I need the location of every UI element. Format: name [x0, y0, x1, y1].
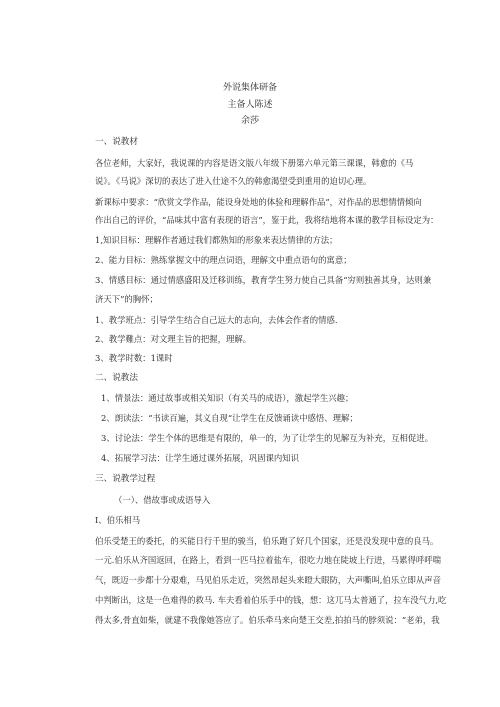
list-item: 1、教学班点：引导学生结合自己远大的志向，去体会作者的情感. [95, 315, 338, 325]
list-item: 2、教学難点：对文理主旨的把握，理解。 [95, 334, 252, 344]
paragraph-line: 气，既迈一步都十分艰难，马见伯乐走近，突然昂起头来瞪大眼防，大声嘶叫,伯乐立即从声音 [95, 575, 442, 585]
list-item: 4、拓展学习法：让学生通过课外拓展，巩固课内知识 [101, 453, 299, 463]
section-heading: 三、说教学过程 [95, 474, 156, 484]
list-item: 3、讨论法：学生个体的思维是有限的，单一的，为了让学生的见解互为补充，互相促进。 [101, 433, 433, 443]
paragraph-line: 新课标中要求：“欣赏文学作品，能设身处地的体验和理解作品”，对作品的思想情情倾向 [95, 197, 422, 207]
paragraph-line: 各位老师，大家好，我说课的内容是语文版八年级下册第六单元第三课课，韩愈的《马 [95, 158, 414, 168]
section-heading: 一、说教材 [95, 137, 138, 147]
doc-title: 外说集体研备 [222, 83, 277, 93]
subsection-heading: （一）、借故事或成语导入 [114, 495, 211, 505]
paragraph-line: 作出自己的评价，“品味其中富有表现的语言”，鉴于此，我将结地将本课的教学目标设定为： [95, 215, 439, 225]
doc-presenter-line: 主备人陈述 [227, 100, 273, 110]
paragraph-line: 中判断出，这是一色难得的救马. 车夫看着伯乐手中的钱，想：这兀马太普通了，拉车没气力,吃 [95, 595, 447, 605]
list-item: 3、教学时数：1课时 [95, 353, 173, 363]
list-item: 1、情景法：通过故事或相关知识（有关马的成语），激起学生兴趣； [101, 393, 354, 403]
paragraph-line: 济天下”的胸怀； [95, 294, 158, 304]
list-item: 2、朗读法：“书读百遍，其义自现“让学生在反馈诵读中感悟、理解； [101, 413, 358, 423]
paragraph-line: 说》。《马说》深切的表达了进入仕途不久的韩愈渴望受到重用的迫切心理。 [95, 176, 372, 186]
subsection-heading: I、伯乐相马 [95, 515, 141, 525]
list-item: 1,知识目标：理解作者通过我们都熟知的形象来表达情律的方法； [95, 235, 338, 245]
doc-author-name: 余莎 [240, 116, 259, 126]
list-item: 2、能力目标：熟练掌握文中的理点词语，理解文中重点语句的寓意； [95, 255, 352, 265]
paragraph-line: 伯乐受楚王的委托，的买能日行千里的骏当，伯乐跑了好几个国家，还是没发现中意的良马。 [95, 536, 439, 546]
paragraph-line: 一元.伯乐从齐国返回，在路上，看到一匹马拉着盐车，很吃力地在陡坡上行进，马累得呼呼喘 [95, 555, 442, 565]
section-heading: 二、说教法 [95, 373, 138, 383]
list-item: 3、情感目标：通过情感盛阳及迁移训练，教育学生努力使自己具备“穷则独善其身，达则兼 [95, 275, 432, 285]
paragraph-line: 得太多,骨直如柴，就建不我像她答应了。伯乐牵马来向楚王交差,拍拍马的脖须说：“老弟，我 [95, 615, 440, 625]
